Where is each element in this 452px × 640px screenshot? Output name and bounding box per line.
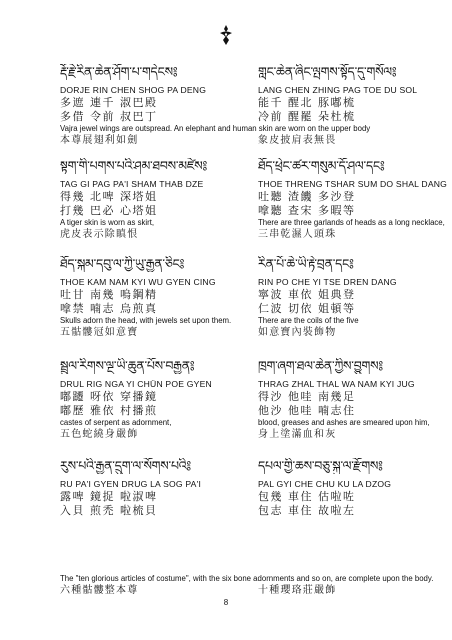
romanized-text: TAG GI PAG PA'I SHAM THAB DZE [60,179,204,189]
tibetan-text: རུས་པའི་རྒྱན་དྲུག་ལ་སོགས་པའི༔ [60,458,191,473]
tibetan-text: ཐོད་ཕྲེང་ཚར་གསུམ་དོ་ཤལ་དང༔ [258,158,385,173]
chinese-phonetic-1: 嘟躚 呀依 穿播鏡 [60,390,158,403]
chinese-phonetic-2: 仁波 切依 姐頓等 [258,301,356,315]
verse-entry [258,64,452,147]
chinese-translation: 如意寶內裝飾物 [258,326,337,338]
chinese-phonetic-1: 多遮 連千 淑巴殿 [60,96,158,109]
tibetan-text: རྡོ་རྗེ་རིན་ཆེན་ཤོག་པ་གདེངས༔ [60,64,178,79]
romanized-text: PAL GYI CHE CHU KU LA DZOG [258,479,392,489]
chinese-phonetic-1: 露啤 鏡捉 啦淑啤 [60,490,158,503]
romanized-text: LANG CHEN ZHING PAG TOE DU SOL [258,85,418,95]
chinese-phonetic-1: 吐聽 渣饑 多沙登 [258,190,356,203]
chinese-translation: 三串乾濕人頭珠 [258,228,337,240]
chinese-phonetic-2: 嗱聽 查宋 多暇等 [258,203,356,217]
chinese-phonetic-1: 寧波 車依 姐典登 [258,288,356,301]
romanized-text: DRUL RIG NGA YI CHÜN POE GYEN [60,379,212,389]
tibetan-text: ཐོད་སྐམ་དབུ་ལ་ཀྱི་ཡུ་རྒྱན་ཅིང༔ [60,256,185,271]
chinese-translation-right: 十種瓔珞莊嚴飾 [258,585,337,596]
chinese-phonetic-2: 入貝 煎禿 啦梳貝 [60,503,158,517]
english-translation: There are three garlands of heads as a long necklace, [258,218,445,227]
romanized-text: DORJE RIN CHEN SHOG PA DENG [60,85,207,95]
english-translation-spanning: The "ten glorious articles of costume", with the six bone adornments and so on, are complete upon the body. [60,574,434,583]
chinese-phonetic-2: 包志 車住 故啦左 [258,503,356,517]
page-number: 8 [223,598,229,607]
english-translation: blood, greases and ashes are smeared upon him, [258,418,430,427]
tibetan-text: ཁྲག་ཞག་ཐལ་ཆེན་ཀྱིས་བྱུགས༔ [258,358,383,373]
tibetan-text: སྟག་གི་པགས་པའི་ཤམ་ཐབས་མཛེས༔ [60,158,208,173]
romanized-text: THOE THRENG TSHAR SUM DO SHAL DANG [258,179,448,189]
english-translation: Skulls adorn the head, with jewels set upon them. [60,316,232,325]
chinese-phonetic-2: 他沙 他哇 喃志住 [258,403,356,417]
romanized-text: RIN PO CHE YI TSE DREN DANG [258,277,397,287]
chinese-translation: 身上塗滿血和灰 [258,428,337,440]
chinese-translation: 五色蛇繞身嚴飾 [60,428,139,440]
romanized-text: RU PA'I GYEN DRUG LA SOG PA'I [60,479,202,489]
verse-entry [60,458,256,517]
english-translation: A tiger skin is worn as skirt, [60,218,155,227]
chinese-phonetic-1: 吐甘 南幾 嗚鋼精 [60,288,158,301]
chinese-translation: 本尊展翅利如劍 [60,134,139,146]
tibetan-text: སྦྲུལ་རིགས་ལྔ་ཡི་ཆུན་པོས་བརྒྱན༔ [60,358,195,373]
romanized-text: THOE KAM NAM KYI WU GYEN CING [60,277,216,287]
verse-entry [258,158,452,241]
vajra-ornament-icon [214,24,238,46]
english-translation: Vajra jewel wings are outspread. An elephant and human skin are worn on the upper body [60,124,371,133]
chinese-phonetic-2: 嗱禁 喃志 烏煎真 [60,301,158,315]
verse-entry [60,256,256,339]
verse-entry [258,358,452,441]
verse-entry [60,358,256,441]
chinese-translation-left: 六種骷髏整本尊 [60,585,139,596]
chinese-translation: 虎皮表示除瞋恨 [60,228,139,240]
tibetan-text: གླང་ཆེན་ཞིང་ལྤགས་སྟོད་དུ་གསོལ༔ [258,64,397,79]
verse-entry [258,458,452,517]
english-translation: castes of serpent as adornment, [60,418,172,427]
english-translation: There are the coils of the five [258,316,359,325]
chinese-phonetic-2: 冷前 醒罷 朵杜梳 [258,109,356,123]
chinese-phonetic-1: 得幾 北啤 深塔姐 [60,190,158,203]
chinese-phonetic-2: 多借 令前 叔巴丁 [60,109,158,123]
verse-entry [60,158,256,241]
chinese-phonetic-1: 包幾 車住 估啦咗 [258,490,356,503]
chinese-phonetic-2: 嘟歷 雅依 村播煎 [60,403,158,417]
chinese-translation: 五骷髏冠如意寶 [60,326,139,338]
verse-entry [258,256,452,339]
tibetan-text: རིན་པོ་ཆེ་ཡི་རྟེ་བྲན་དང༔ [258,256,354,271]
chinese-phonetic-1: 得沙 他哇 南幾足 [258,390,356,403]
tibetan-text: དཔལ་གྱི་ཆས་བཅུ་སྐུ་ལ་རྫོགས༔ [258,458,383,473]
chinese-phonetic-2: 打幾 巴必 心塔姐 [60,203,158,217]
chinese-phonetic-1: 能千 醒北 豚嘟梳 [258,96,356,109]
romanized-text: THRAG ZHAL THAL WA NAM KYI JUG [258,379,415,389]
chinese-translation: 象皮披肩表無畏 [258,134,337,146]
